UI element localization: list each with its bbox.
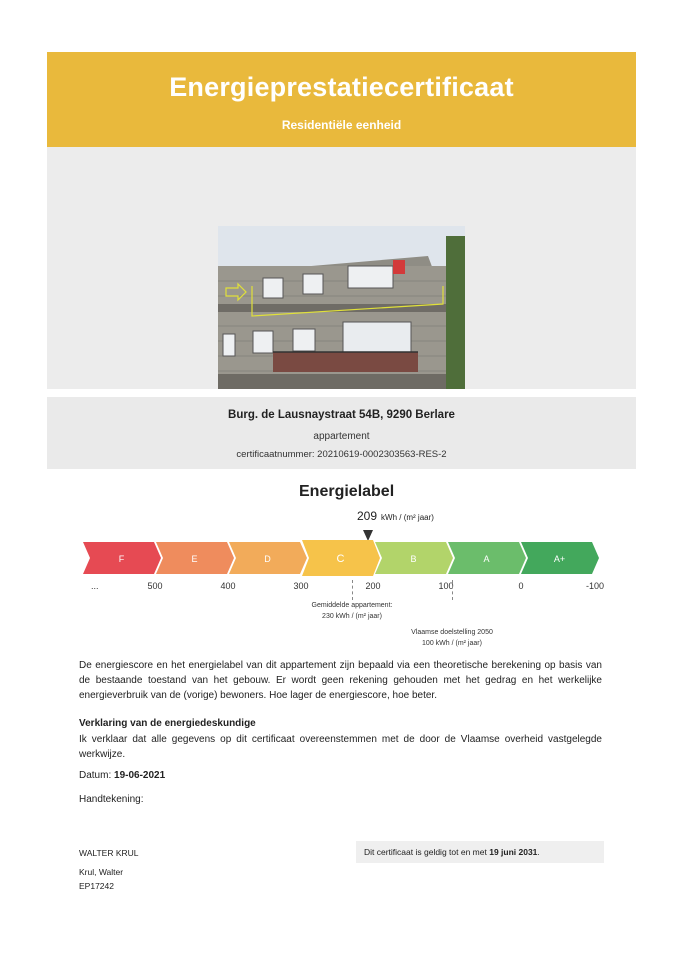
- energy-score: [357, 509, 434, 523]
- expert-name-upper: WALTER KRUL: [79, 848, 139, 858]
- date-label: Datum:: [79, 770, 112, 781]
- goal-note-line1: Vlaamse doelstelling 2050: [411, 629, 493, 636]
- scale-tick-label: ...: [91, 581, 99, 591]
- building-photo: [218, 226, 465, 389]
- energy-label-scale: [83, 540, 603, 576]
- label-segment-text: F: [118, 554, 125, 564]
- validity-date: 19 juni 2031: [489, 847, 538, 857]
- scale-ticks: [83, 581, 605, 595]
- goal-note-line2: 100 kWh / (m² jaar): [422, 640, 482, 647]
- scale-tick-label: 200: [365, 581, 381, 591]
- validity-prefix: Dit certificaat is geldig tot en met: [364, 847, 487, 857]
- expert-id: EP17242: [79, 881, 114, 891]
- signature-label: Handtekening:: [79, 794, 144, 805]
- goal-note: [411, 627, 493, 649]
- average-note-line2: 230 kWh / (m² jaar): [322, 613, 382, 620]
- label-segment-text: D: [264, 554, 271, 564]
- label-segment-text: A: [483, 554, 490, 564]
- scale-tick-label: 300: [293, 581, 309, 591]
- energy-score-unit: kWh / (m² jaar): [381, 513, 434, 522]
- energy-label-title: Energielabel: [299, 483, 395, 500]
- scale-tick-label: 500: [147, 581, 163, 591]
- date-value: 19-06-2021: [114, 770, 166, 781]
- goal-marker-line: [452, 580, 453, 600]
- scale-tick-label: 400: [220, 581, 236, 591]
- property-type: appartement: [313, 431, 370, 442]
- label-segment-text: E: [191, 554, 198, 564]
- property-address: Burg. de Lausnaystraat 54B, 9290 Berlare: [228, 409, 455, 421]
- expert-name: Krul, Walter: [79, 867, 124, 877]
- validity-suffix: .: [537, 847, 540, 857]
- average-note-line1: Gemiddelde appartement:: [311, 602, 393, 609]
- document-title: Energieprestatiecertificaat: [169, 72, 514, 102]
- scale-tick-label: 0: [518, 581, 524, 591]
- header-banner: [47, 52, 636, 147]
- address-band: [47, 397, 636, 469]
- document-subtitle: Residentiële eenheid: [281, 118, 402, 132]
- energy-score-value: 209: [357, 509, 378, 523]
- explanation-paragraph: De energiescore en het energielabel van dit appartement zijn bepaald via een theoretische berekening op basis van de bestaande toestand van het gebouw. Er wordt geen rekening gehouden met het gedrag en het werkelijke energieverbruik van de (vorige) bewoners. Hoe lager de energiescore, hoe beter.: [79, 660, 602, 701]
- label-segment-text: C: [336, 553, 345, 565]
- scale-tick-label: -100: [585, 581, 605, 591]
- validity-box: [356, 841, 604, 863]
- average-note: [312, 600, 393, 622]
- certificate-number: certificaatnummer: 20210619-0002303563-RES-2: [236, 449, 447, 460]
- date-row: [79, 770, 165, 781]
- label-segment-text: A+: [553, 554, 566, 564]
- scale-tick-label: 100: [438, 581, 454, 591]
- label-segment-text: B: [410, 554, 417, 564]
- average-marker-line: [352, 580, 353, 600]
- validity-text: [364, 841, 540, 863]
- declaration-title: Verklaring van de energiedeskundige: [79, 718, 256, 729]
- declaration-paragraph: Ik verklaar dat alle gegevens op dit certificaat overeenstemmen met de door de Vlaamse overheid vastgelegde werkwijze.: [79, 734, 602, 760]
